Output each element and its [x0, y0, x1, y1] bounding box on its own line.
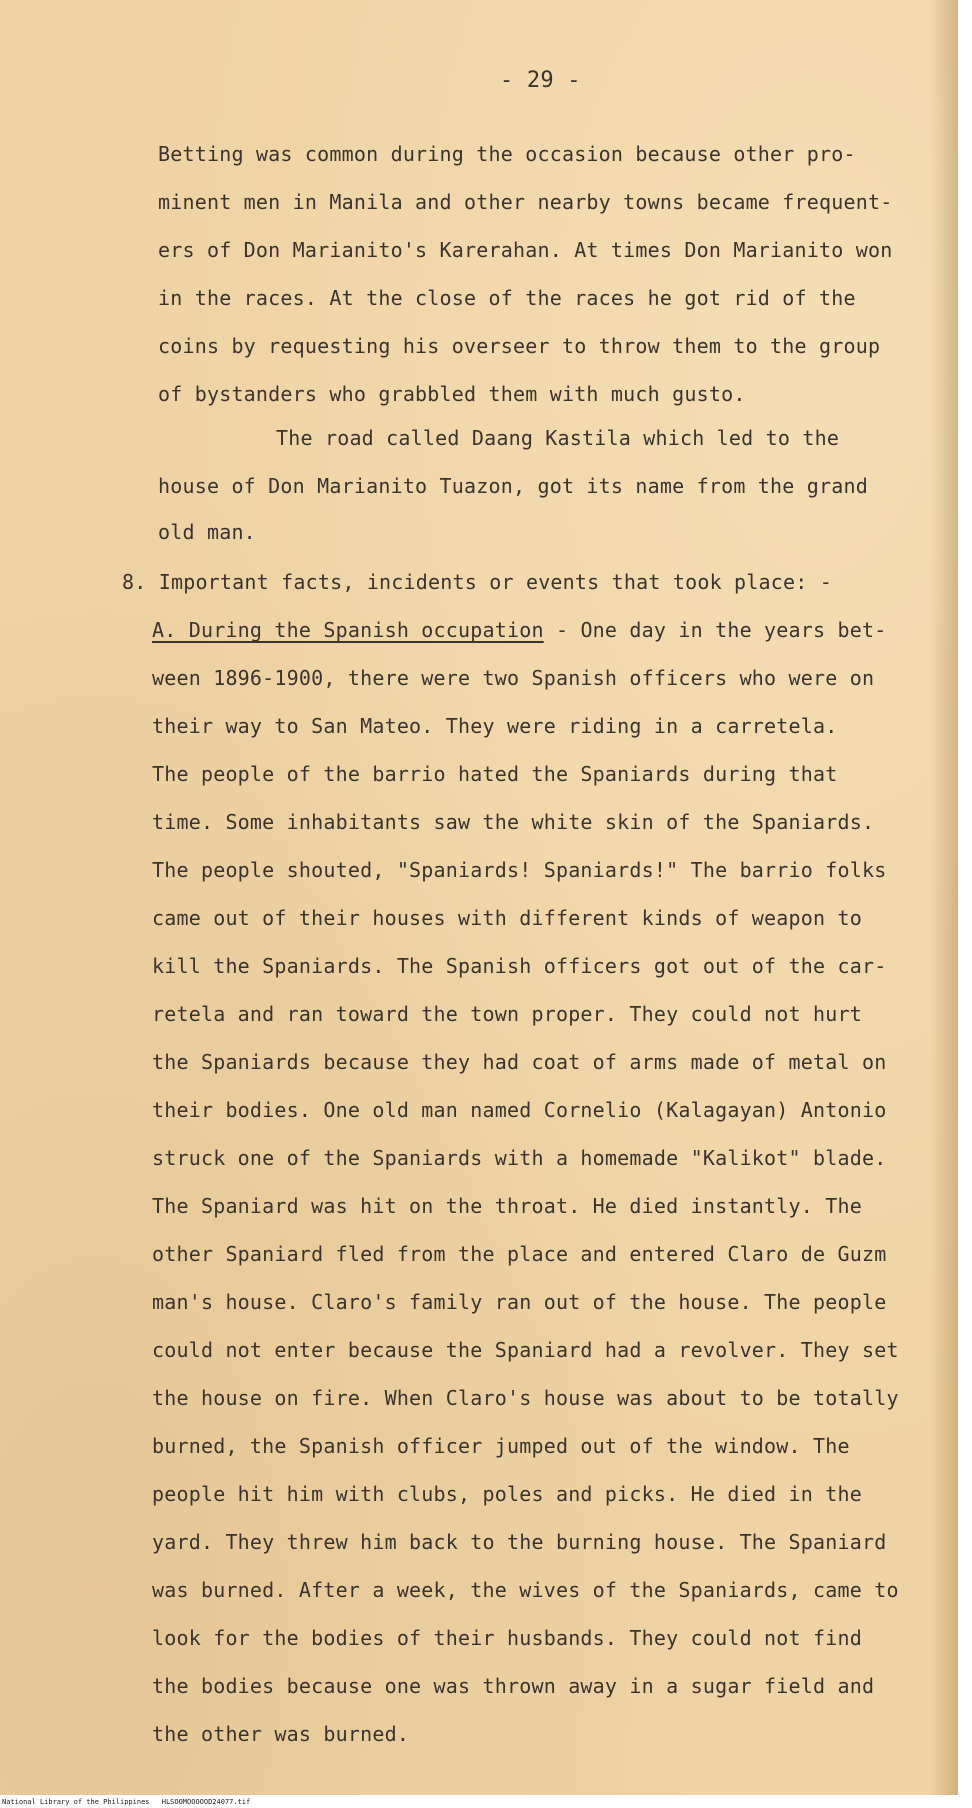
- section-a-line: people hit him with clubs, poles and picks. He died in the: [152, 1482, 862, 1506]
- paragraph-1-line: coins by requesting his overseer to throw them to the group: [158, 334, 881, 358]
- section-a-line: was burned. After a week, the wives of the Spaniards, came to: [152, 1578, 899, 1602]
- section-a-first-line-text: - One day in the years bet-: [543, 618, 887, 642]
- scan-footer: [0, 1797, 972, 1808]
- paragraph-1-line: of bystanders who grabbled them with much gusto.: [158, 382, 746, 406]
- paragraph-2-line: house of Don Marianito Tuazon, got its name from the grand: [158, 474, 868, 498]
- section-8-heading: 8. Important facts, incidents or events that took place: -: [122, 570, 832, 594]
- section-a-line: other Spaniard fled from the place and entered Claro de Guzm: [152, 1242, 887, 1266]
- section-a-line: man's house. Claro's family ran out of the house. The people: [152, 1290, 887, 1314]
- section-a-line: time. Some inhabitants saw the white skin of the Spaniards.: [152, 810, 875, 834]
- paragraph-2-line: old man.: [158, 520, 256, 544]
- footer-library-name: National Library of the Philippines: [2, 1798, 150, 1806]
- section-a-line: could not enter because the Spaniard had a revolver. They set: [152, 1338, 899, 1362]
- section-a-line: yard. They threw him back to the burning house. The Spaniard: [152, 1530, 887, 1554]
- section-a-line: the Spaniards because they had coat of arms made of metal on: [152, 1050, 887, 1074]
- section-a-line: the house on fire. When Claro's house was about to be totally: [152, 1386, 899, 1410]
- page-number: - 29 -: [500, 68, 581, 93]
- section-a-line: look for the bodies of their husbands. They could not find: [152, 1626, 862, 1650]
- paragraph-1-line: ers of Don Marianito's Karerahan. At times Don Marianito won: [158, 238, 893, 262]
- page-edge-shadow: [930, 0, 958, 1795]
- section-a-line: The Spaniard was hit on the throat. He died instantly. The: [152, 1194, 862, 1218]
- section-a-line: retela and ran toward the town proper. They could not hurt: [152, 1002, 862, 1026]
- section-a-line: their way to San Mateo. They were riding in a carretela.: [152, 714, 838, 738]
- section-a-line: came out of their houses with different kinds of weapon to: [152, 906, 862, 930]
- section-a-line: their bodies. One old man named Cornelio (Kalagayan) Antonio: [152, 1098, 887, 1122]
- section-a-line: burned, the Spanish officer jumped out of the window. The: [152, 1434, 850, 1458]
- section-a-label: A. During the Spanish occupation: [152, 618, 544, 642]
- section-a-line: the bodies because one was thrown away in a sugar field and: [152, 1674, 875, 1698]
- paragraph-2-line: The road called Daang Kastila which led to the: [276, 426, 840, 450]
- section-a-first-line: [152, 618, 886, 642]
- paragraph-1-line: minent men in Manila and other nearby towns became frequent-: [158, 190, 893, 214]
- section-a-line: kill the Spaniards. The Spanish officers got out of the car-: [152, 954, 887, 978]
- section-a-line: struck one of the Spaniards with a homemade "Kalikot" blade.: [152, 1146, 887, 1170]
- section-a-line: The people of the barrio hated the Spaniards during that: [152, 762, 838, 786]
- section-a-line: ween 1896-1900, there were two Spanish officers who were on: [152, 666, 875, 690]
- paragraph-1-line: in the races. At the close of the races he got rid of the: [158, 286, 856, 310]
- section-a-line: The people shouted, "Spaniards! Spaniards!" The barrio folks: [152, 858, 887, 882]
- footer-file-id: HLSOOMOOOOOD24077.tif: [161, 1798, 251, 1806]
- paragraph-1-line: Betting was common during the occasion because other pro-: [158, 142, 856, 166]
- section-a-line: the other was burned.: [152, 1722, 410, 1746]
